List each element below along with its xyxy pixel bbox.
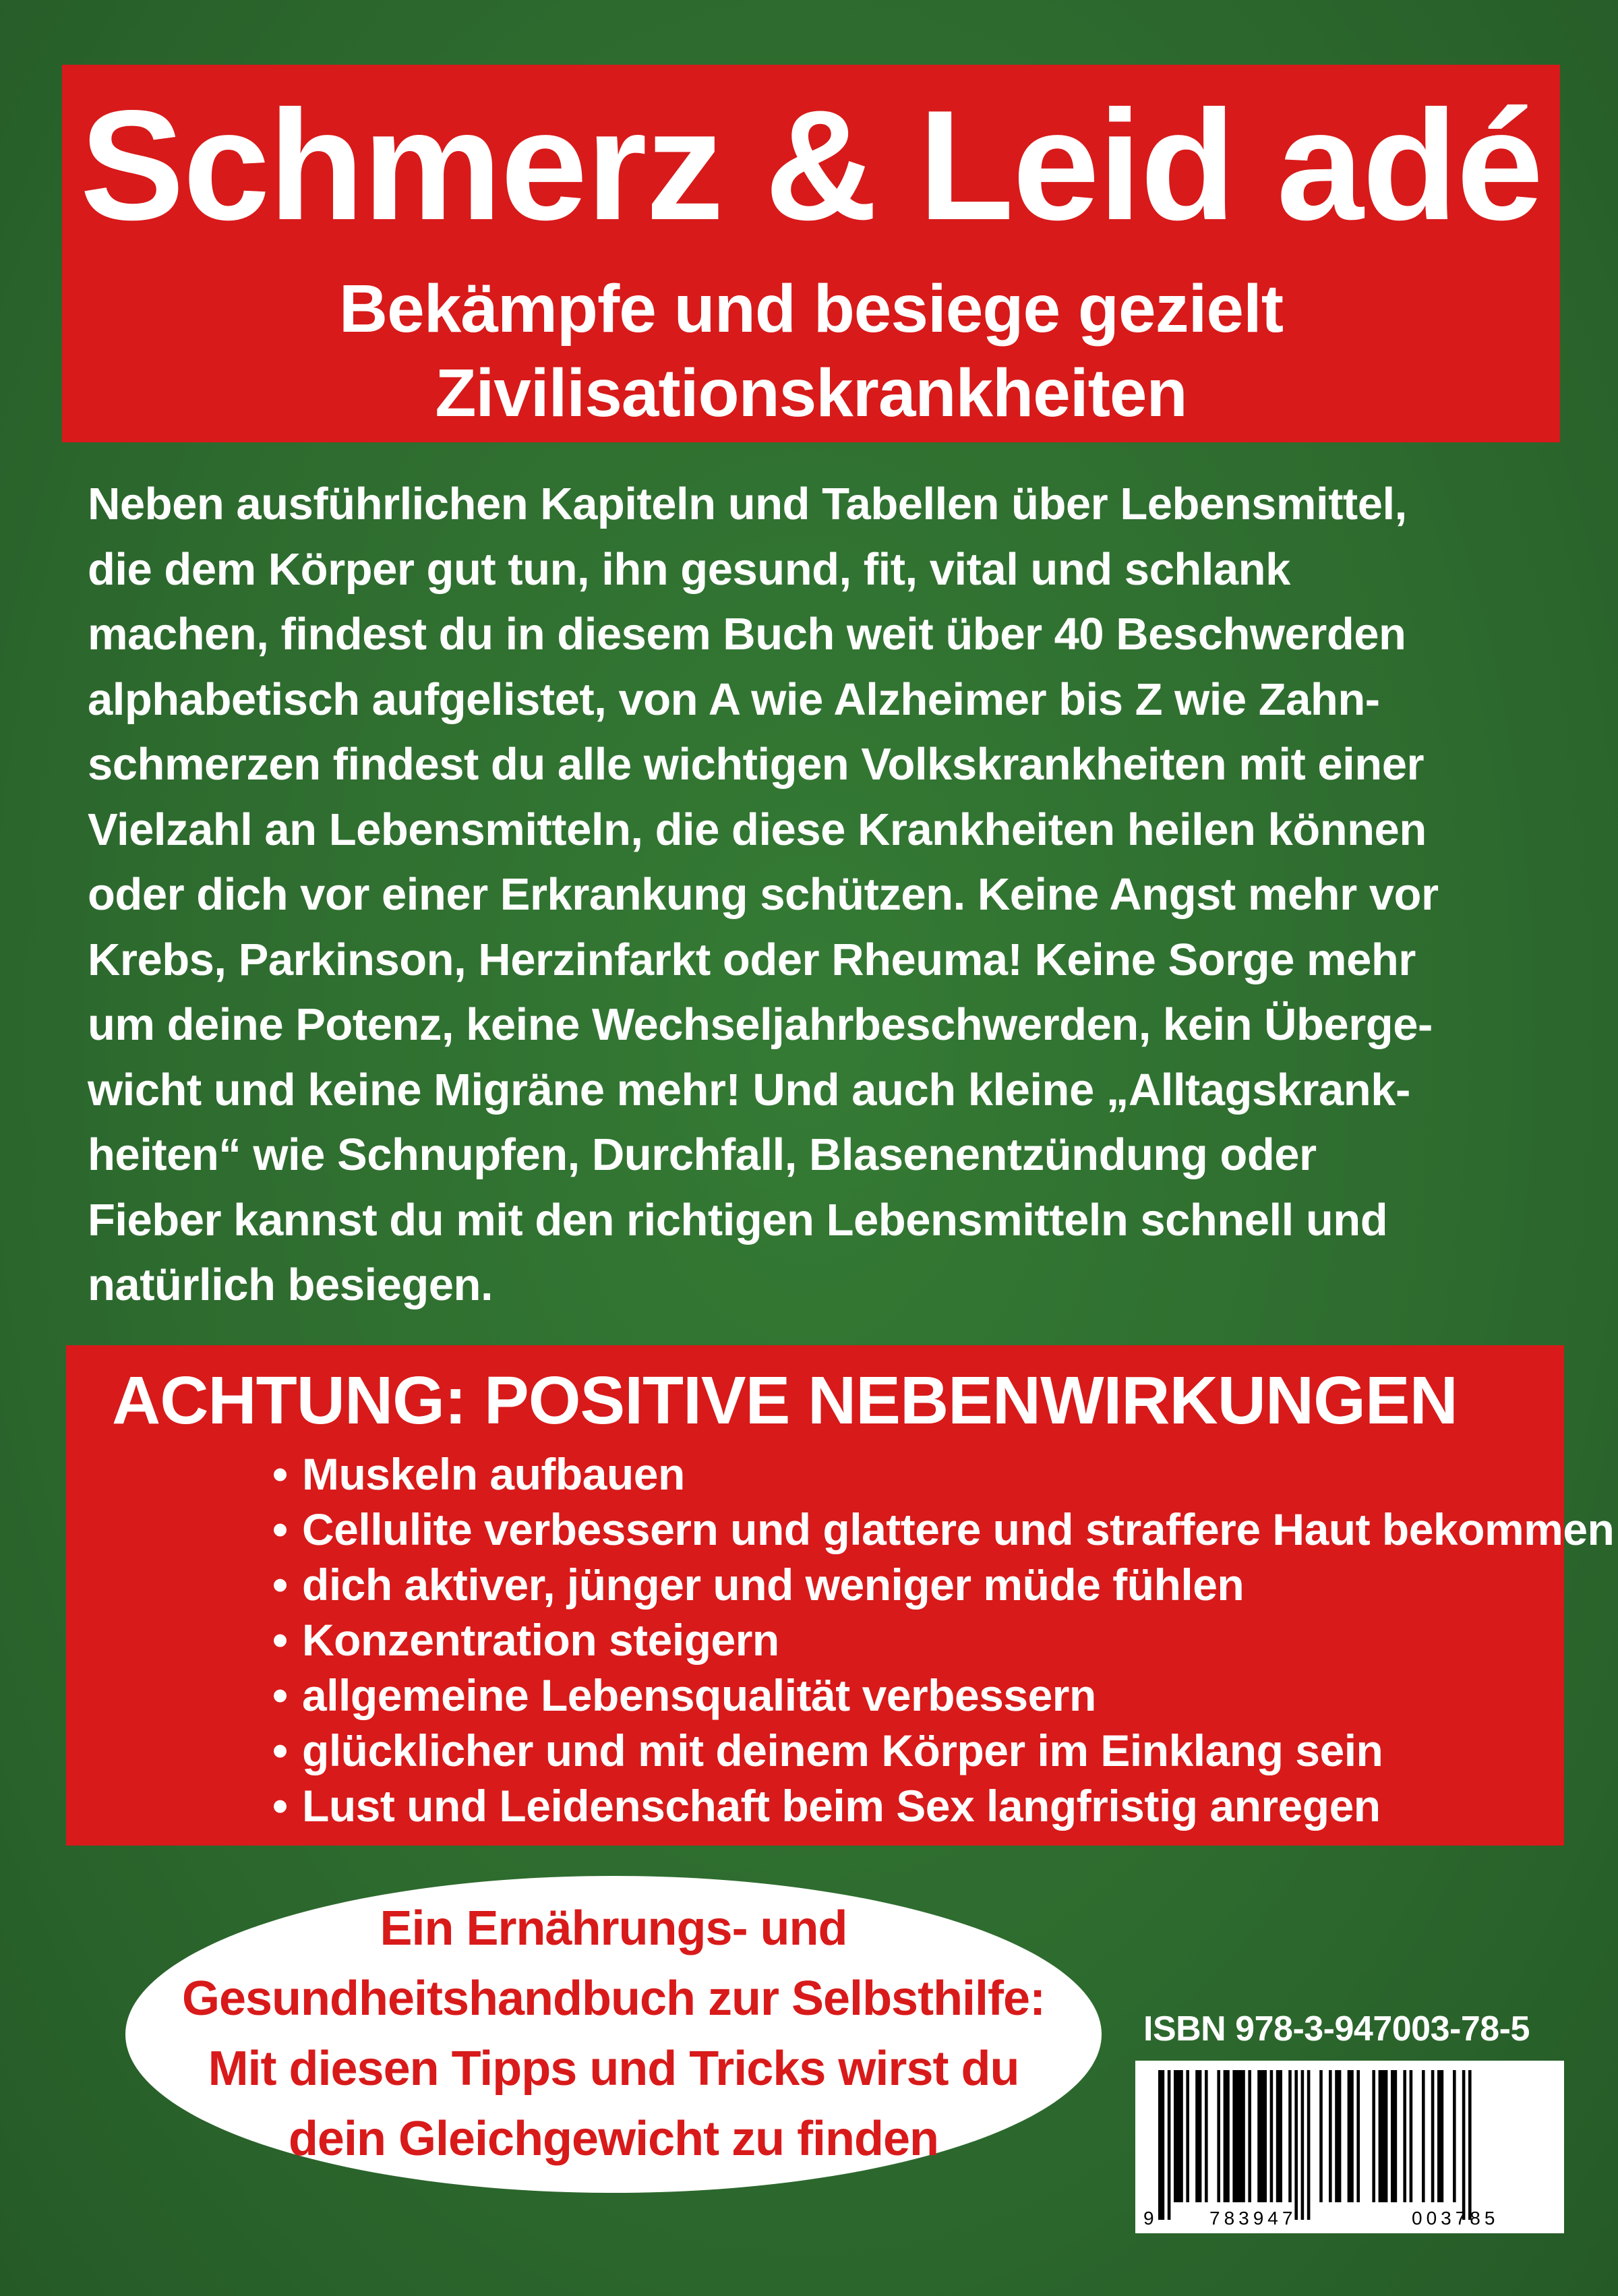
side-effects-list bbox=[272, 1446, 1614, 1833]
list-item bbox=[272, 1723, 1614, 1778]
barcode-bar bbox=[1468, 2070, 1472, 2220]
barcode-bar bbox=[1248, 2070, 1251, 2202]
list-item bbox=[272, 1778, 1614, 1833]
barcode-bar bbox=[1348, 2070, 1354, 2202]
blurb-paragraph bbox=[88, 472, 1544, 1318]
list-item bbox=[272, 1446, 1614, 1502]
barcode-lead-digit: 9 bbox=[1143, 2208, 1154, 2229]
barcode-bar bbox=[1462, 2070, 1466, 2220]
list-item-text: dich aktiver, jünger und weniger müde fühlen bbox=[302, 1560, 1245, 1610]
barcode-bar bbox=[1453, 2070, 1456, 2202]
subtitle-line: Bekämpfe und besiege gezielt bbox=[338, 271, 1284, 347]
barcode-bar bbox=[1335, 2070, 1341, 2202]
bullet-icon: • bbox=[272, 1615, 288, 1665]
book-title: Schmerz & Leid adé bbox=[80, 78, 1542, 253]
list-item bbox=[272, 1668, 1614, 1723]
barcode-bar bbox=[1329, 2070, 1332, 2202]
blurb-line: wicht und keine Migräne mehr! Und auch kleine „Alltagskrank- bbox=[88, 1064, 1410, 1115]
barcode-bar bbox=[1288, 2070, 1292, 2202]
list-item-text: allgemeine Lebensqualität verbessern bbox=[302, 1670, 1096, 1720]
bullet-icon: • bbox=[272, 1560, 288, 1610]
bullet-icon: • bbox=[272, 1726, 288, 1775]
list-item-text: Konzentration steigern bbox=[302, 1615, 779, 1665]
blurb-line: schmerzen findest du alle wichtigen Volkskrankheiten mit einer bbox=[88, 739, 1425, 790]
book-subtitle bbox=[62, 267, 1560, 436]
title-banner bbox=[62, 65, 1560, 442]
barcode-bar bbox=[1294, 2070, 1298, 2220]
side-effects-heading: ACHTUNG: POSITIVE NEBENWIRKUNGEN bbox=[112, 1363, 1458, 1438]
list-item bbox=[272, 1612, 1614, 1668]
barcode-bar bbox=[1232, 2070, 1245, 2202]
barcode-bars-icon bbox=[1135, 2061, 1564, 2233]
barcode-bar bbox=[1270, 2070, 1274, 2202]
barcode-bar bbox=[1301, 2070, 1305, 2220]
blurb-line: oder dich vor einer Erkrankung schützen. Keine Angst mehr vor bbox=[88, 869, 1439, 920]
barcode bbox=[1135, 2061, 1564, 2233]
tagline-line: Ein Ernährungs- und bbox=[380, 1902, 847, 1955]
barcode-bar bbox=[1186, 2070, 1189, 2202]
blurb-line: natürlich besiegen. bbox=[88, 1260, 493, 1310]
bullet-icon: • bbox=[272, 1670, 288, 1720]
barcode-bar bbox=[1307, 2070, 1311, 2220]
tagline-text bbox=[125, 1893, 1102, 2174]
blurb-line: machen, findest du in diesem Buch weit über 40 Beschwerden bbox=[88, 609, 1406, 659]
side-effects-box bbox=[66, 1345, 1615, 1846]
barcode-bar bbox=[1276, 2070, 1282, 2202]
list-item-text: glücklicher und mit deinem Körper im Einklang sein bbox=[302, 1726, 1383, 1775]
list-item-text: Lust und Leidenschaft beim Sex langfristig anregen bbox=[302, 1781, 1381, 1831]
bullet-icon: • bbox=[272, 1504, 288, 1554]
barcode-bar bbox=[1224, 2070, 1230, 2202]
barcode-bar bbox=[1422, 2070, 1425, 2202]
barcode-bar bbox=[1195, 2070, 1201, 2202]
barcode-bar bbox=[1205, 2070, 1208, 2202]
tagline-line: Mit diesen Tipps und Tricks wirst du bbox=[208, 2042, 1019, 2096]
barcode-bar bbox=[1372, 2070, 1375, 2202]
list-item bbox=[272, 1502, 1614, 1557]
barcode-bar bbox=[1403, 2070, 1406, 2202]
barcode-bar bbox=[1431, 2070, 1435, 2202]
blurb-line: heiten“ wie Schnupfen, Durchfall, Blasenentzündung oder bbox=[88, 1129, 1317, 1180]
blurb-line: Neben ausführlichen Kapiteln und Tabellen über Lebensmittel, bbox=[88, 479, 1407, 529]
subtitle-line: Zivilisationskrankheiten bbox=[435, 355, 1187, 431]
barcode-bar bbox=[1437, 2070, 1443, 2202]
barcode-bar bbox=[1319, 2070, 1323, 2202]
barcode-bar bbox=[1410, 2070, 1413, 2202]
barcode-left-digits: 783947 bbox=[1209, 2208, 1297, 2229]
barcode-bar bbox=[1217, 2070, 1220, 2202]
blurb-line: Krebs, Parkinson, Herzinfarkt oder Rheuma! Keine Sorge mehr bbox=[88, 934, 1416, 985]
barcode-bar bbox=[1168, 2070, 1171, 2220]
barcode-bar bbox=[1391, 2070, 1397, 2202]
barcode-bar bbox=[1356, 2070, 1360, 2202]
blurb-line: Fieber kannst du mit den richtigen Lebensmitteln schnell und bbox=[88, 1194, 1388, 1245]
barcode-bar bbox=[1158, 2070, 1164, 2220]
isbn-label: ISBN 978-3-947003-78-5 bbox=[1143, 2009, 1530, 2049]
list-item-text: Cellulite verbessern und glattere und straffere Haut bekommen bbox=[302, 1504, 1615, 1554]
blurb-line: Vielzahl an Lebensmitteln, die diese Krankheiten heilen können bbox=[88, 804, 1427, 855]
bullet-icon: • bbox=[272, 1781, 288, 1831]
list-item bbox=[272, 1557, 1614, 1612]
bullet-icon: • bbox=[272, 1449, 288, 1499]
tagline-line: Gesundheitshandbuch zur Selbsthilfe: bbox=[181, 1972, 1046, 2026]
barcode-bar bbox=[1257, 2070, 1267, 2202]
barcode-right-digits: 003785 bbox=[1412, 2208, 1499, 2229]
tagline-line: dein Gleichgewicht zu finden bbox=[288, 2112, 939, 2166]
blurb-line: alphabetisch aufgelistet, von A wie Alzheimer bis Z wie Zahn- bbox=[88, 674, 1380, 725]
blurb-line: die dem Körper gut tun, ihn gesund, fit, vital und schlank bbox=[88, 543, 1290, 595]
blurb-line: um deine Potenz, keine Wechseljahrbeschwerden, kein Überge- bbox=[88, 999, 1433, 1050]
barcode-bar bbox=[1379, 2070, 1388, 2202]
barcode-bar bbox=[1174, 2070, 1183, 2202]
list-item-text: Muskeln aufbauen bbox=[302, 1449, 685, 1499]
